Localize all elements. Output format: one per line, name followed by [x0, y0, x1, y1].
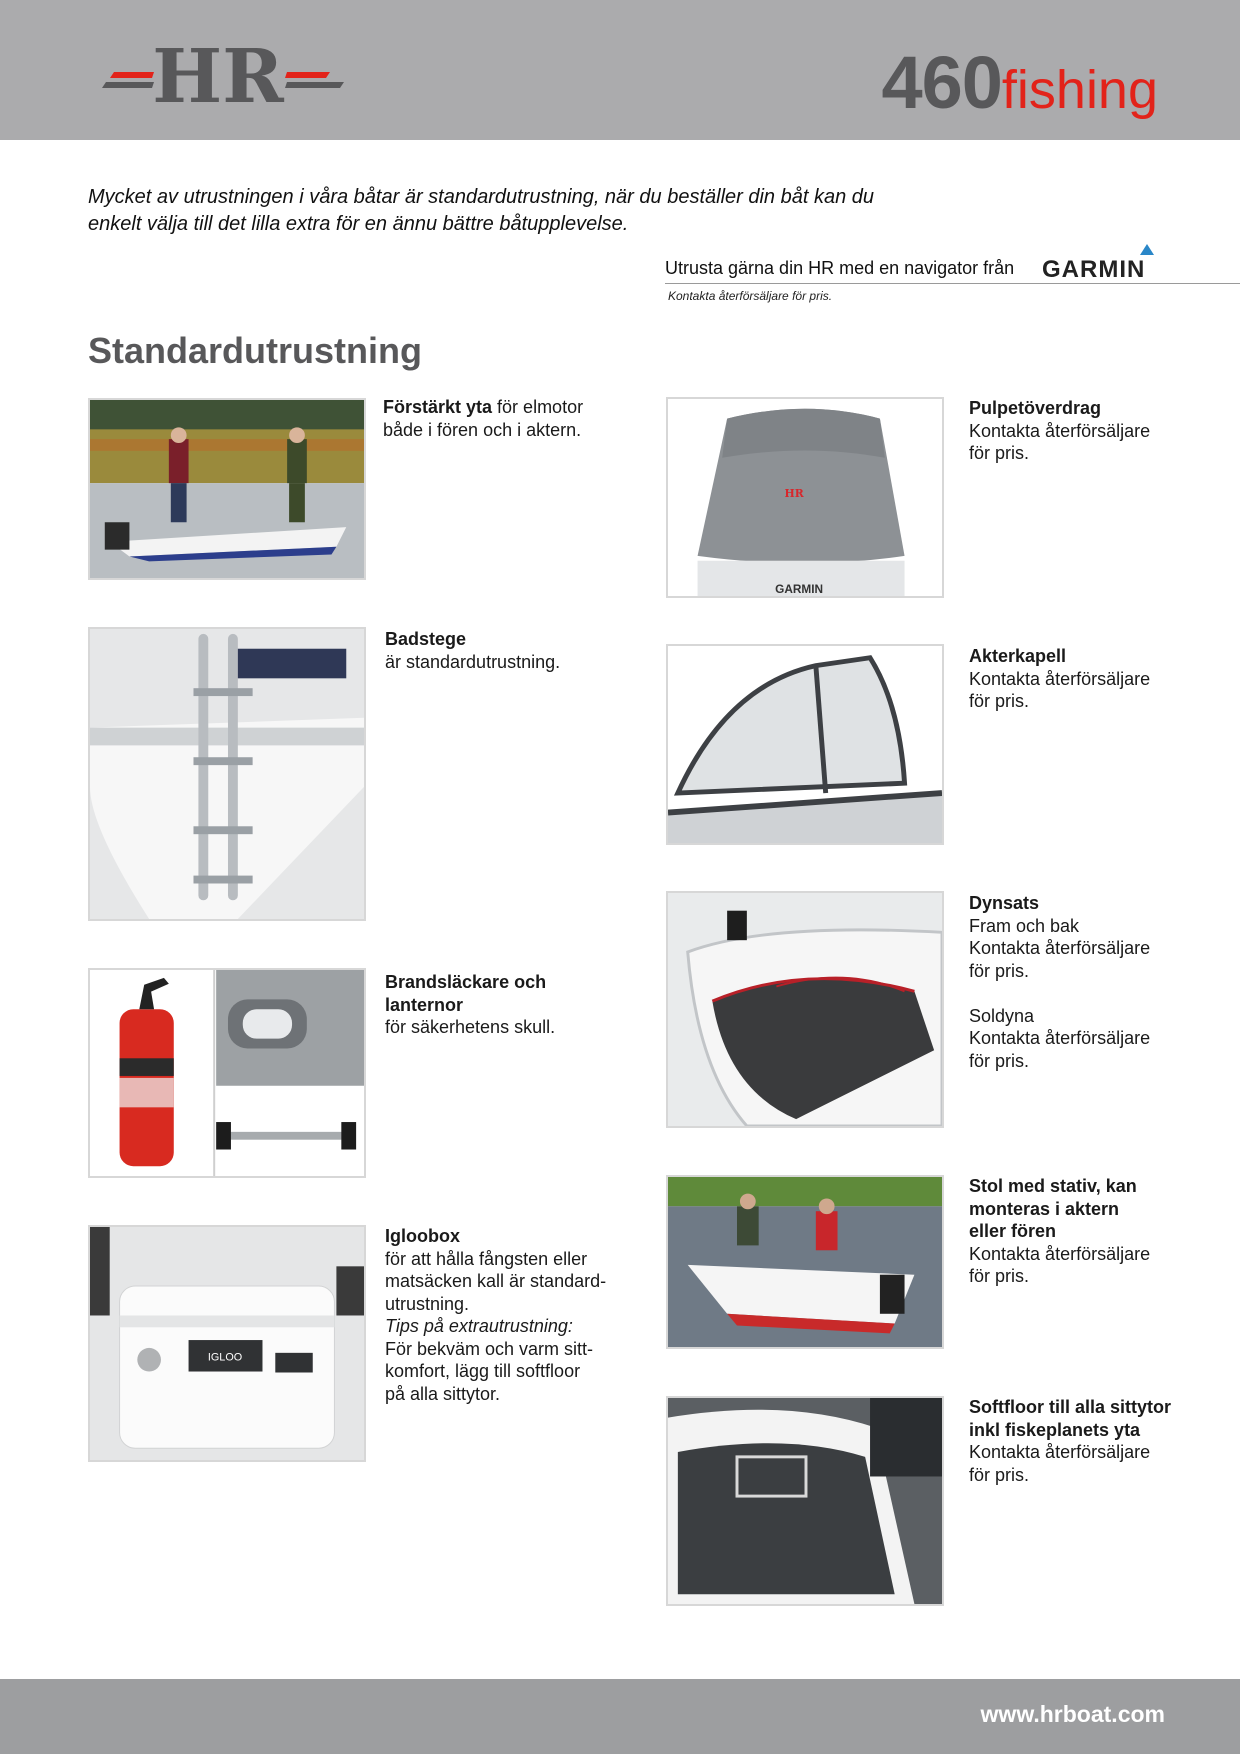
item-cushion-set-gap — [969, 982, 1209, 1005]
item-cushion-set-line5: för pris. — [969, 1050, 1030, 1071]
item-seat-pedestal-title-2: monteras i aktern — [969, 1198, 1120, 1219]
photo-console-cover — [666, 397, 944, 598]
item-console-cover-line2: för pris. — [969, 443, 1030, 463]
footer-band — [0, 1679, 1240, 1754]
item-bathing-ladder-title: Badstege — [385, 629, 467, 649]
item-cushion-set-subtitle: Soldyna — [969, 1005, 1035, 1026]
item-cushion-set-line4: Kontakta återförsäljare — [969, 1028, 1151, 1048]
header-band — [0, 0, 1240, 140]
item-cushion-set-line1: Fram och bak — [969, 915, 1080, 936]
item-reinforced-area-bold: Förstärkt yta — [383, 397, 493, 417]
item-igloobox-line1: för att hålla fångsten eller — [385, 1248, 588, 1269]
item-console-cover-title: Pulpetöverdrag — [969, 398, 1102, 418]
svg-text:HR: HR — [152, 38, 284, 108]
item-aft-canopy-title: Akterkapell — [969, 646, 1067, 666]
intro-line-2: enkelt välja till det lilla extra för en ännu bättre båtupplevelse. — [88, 213, 629, 235]
item-softfloor-line2: för pris. — [969, 1464, 1030, 1485]
item-igloobox-tip-line1: För bekväm och varm sitt- — [385, 1338, 594, 1359]
item-seat-pedestal-line2: för pris. — [969, 1266, 1030, 1286]
item-cushion-set — [969, 892, 1209, 1072]
item-cushion-set-line2: Kontakta återförsäljare — [969, 938, 1151, 958]
hr-logo — [100, 38, 345, 108]
photo-reinforced-area — [88, 398, 366, 580]
item-console-cover — [969, 397, 1209, 465]
item-igloobox-line3: utrustning. — [385, 1293, 470, 1314]
photo-seat-pedestal — [666, 1175, 944, 1349]
item-seat-pedestal-title-3: eller fören — [969, 1221, 1057, 1241]
item-cushion-set-line3: för pris. — [969, 960, 1030, 981]
item-igloobox-tip: Tips på extrautrustning: — [385, 1316, 573, 1336]
svg-text:HR: HR — [784, 487, 804, 501]
item-extinguisher-title-2: lanternor — [385, 994, 464, 1015]
model-name — [881, 40, 1158, 124]
item-reinforced-area-line2: både i fören och i aktern. — [383, 419, 582, 440]
section-title: Standardutrustning — [88, 330, 422, 371]
item-igloobox — [385, 1225, 635, 1405]
garmin-price-note: Kontakta återförsäljare för pris. — [668, 289, 833, 303]
svg-text:GARMIN: GARMIN — [775, 583, 824, 596]
item-extinguisher-line1: för säkerhetens skull. — [385, 1017, 556, 1037]
photo-softfloor — [666, 1396, 944, 1606]
item-cushion-set-title: Dynsats — [969, 893, 1040, 913]
item-aft-canopy-line2: för pris. — [969, 691, 1030, 711]
item-bathing-ladder-line1: är standardutrustning. — [385, 651, 561, 672]
photo-cushion-set — [666, 891, 944, 1128]
item-softfloor-line1: Kontakta återförsäljare — [969, 1442, 1151, 1462]
item-softfloor — [969, 1396, 1214, 1486]
item-softfloor-title-1: Softfloor till alla sittytor — [969, 1397, 1172, 1417]
item-seat-pedestal-title-1: Stol med stativ, kan — [969, 1176, 1137, 1196]
item-extinguisher-title-1: Brandsläckare och — [385, 972, 547, 992]
garmin-promo — [665, 244, 1240, 284]
website-link[interactable]: www.hrboat.com — [980, 1701, 1165, 1727]
photo-igloobox — [88, 1225, 366, 1462]
item-bathing-ladder — [385, 628, 635, 673]
photo-aft-canopy — [666, 644, 944, 845]
item-aft-canopy-line1: Kontakta återförsäljare — [969, 668, 1151, 689]
item-igloobox-title: Igloobox — [385, 1226, 460, 1246]
model-word: fishing — [1001, 60, 1158, 120]
garmin-logo — [1040, 244, 1170, 282]
intro-line-1: Mycket av utrustningen i våra båtar är standardutrustning, när du beställer din båt kan du — [88, 186, 875, 208]
model-number: 460 — [881, 41, 1002, 124]
photo-extinguisher-lights — [88, 968, 366, 1178]
photo-bathing-ladder — [88, 627, 366, 921]
item-console-cover-line1: Kontakta återförsäljare — [969, 420, 1151, 441]
item-igloobox-tip-line3: på alla sittytor. — [385, 1383, 501, 1404]
item-reinforced-area-line1 — [383, 396, 633, 419]
item-extinguisher — [385, 971, 635, 1039]
item-seat-pedestal-line1: Kontakta återförsäljare — [969, 1243, 1151, 1264]
svg-text:GARMIN: GARMIN — [1042, 256, 1146, 282]
item-igloobox-line2: matsäcken kall är standard- — [385, 1271, 607, 1291]
item-reinforced-area-rest: för elmotor — [492, 397, 584, 417]
item-reinforced-area — [383, 396, 633, 441]
item-softfloor-title-2: inkl fiskeplanets yta — [969, 1419, 1141, 1440]
item-igloobox-tip-line2: komfort, lägg till softfloor — [385, 1361, 581, 1381]
svg-text:IGLOO: IGLOO — [207, 1351, 243, 1364]
intro-text — [88, 184, 948, 238]
item-seat-pedestal — [969, 1175, 1209, 1288]
item-aft-canopy — [969, 645, 1209, 713]
garmin-promo-text: Utrusta gärna din HR med en navigator från — [665, 258, 1015, 278]
